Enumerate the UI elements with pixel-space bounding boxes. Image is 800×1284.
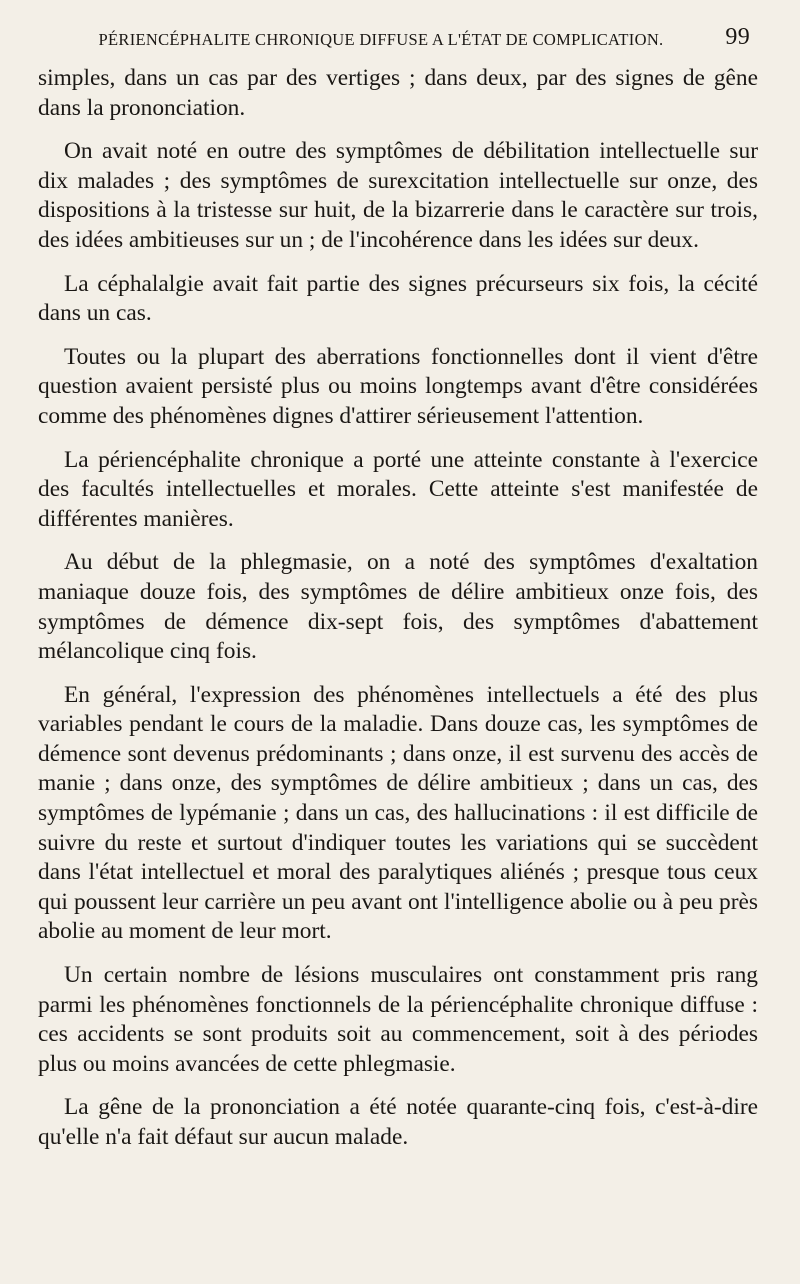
body-text xyxy=(38,64,758,1153)
paragraph: La céphalalgie avait fait partie des signes précurseurs six fois, la cécité dans un cas. xyxy=(38,270,758,327)
paragraph: On avait noté en outre des symptômes de débilitation intellectuelle sur dix malades ; des symptômes de surexcitation intellectuelle sur onze, des dispositions à la tristesse sur huit, de la bizarrerie dans le caractère sur trois, des idées ambitieuses sur un ; de l'incohérence dans les idées sur deux. xyxy=(38,138,758,253)
paragraph: Toutes ou la plupart des aberrations fonctionnelles dont il vient d'être question avaient persisté plus ou moins longtemps avant d'être considérées comme des phénomènes dignes d'attirer sérieusement l'attention. xyxy=(38,343,758,429)
paragraph: Au début de la phlegmasie, on a noté des symptômes d'exaltation maniaque douze fois, des symptômes de délire ambitieux onze fois, des symptômes de démence dix-sept fois, des symptômes d'abattement mélancolique cinq fois. xyxy=(38,549,758,665)
page-number: 99 xyxy=(725,24,750,50)
paragraph: En général, l'expression des phénomènes intellectuels a été des plus variables pendant le cours de la maladie. Dans douze cas, les symptômes de démence sont devenus prédominants ; dans onze, il est survenu des accès de manie ; dans onze, des symptômes de délire ambitieux ; dans un cas, des symptômes de lypémanie ; dans un cas, des hallucinations : il est difficile de suivre du reste et surtout d'indiquer toutes les variations qui se succèdent dans l'état intellectuel et moral des paralytiques aliénés ; presque tous ceux qui poussent leur carrière un peu avant ont l'intelligence abolie ou à peu près abolie au moment de leur mort. xyxy=(38,681,758,945)
running-header xyxy=(38,24,758,64)
paragraph: La gêne de la prononciation a été notée quarante-cinq fois, c'est-à-dire qu'elle n'a fait défaut sur aucun malade. xyxy=(38,1094,758,1150)
running-title: PÉRIENCÉPHALITE CHRONIQUE DIFFUSE A L'ÉTAT DE COMPLICATION. xyxy=(98,30,664,49)
paragraph: La périencéphalite chronique a porté une atteinte constante à l'exercice des facultés intellectuelles et morales. Cette atteinte s'est manifestée de différentes manières. xyxy=(38,446,758,532)
paragraph: Un certain nombre de lésions musculaires ont constamment pris rang parmi les phénomènes fonctionnels de la périencéphalite chronique diffuse : ces accidents se sont produits soit au commencement, soit à des périodes plus ou moins avancées de cette phlegmasie. xyxy=(38,962,758,1077)
paragraph-continuation: simples, dans un cas par des vertiges ; dans deux, par des signes de gêne dans la prononciation. xyxy=(38,65,758,121)
